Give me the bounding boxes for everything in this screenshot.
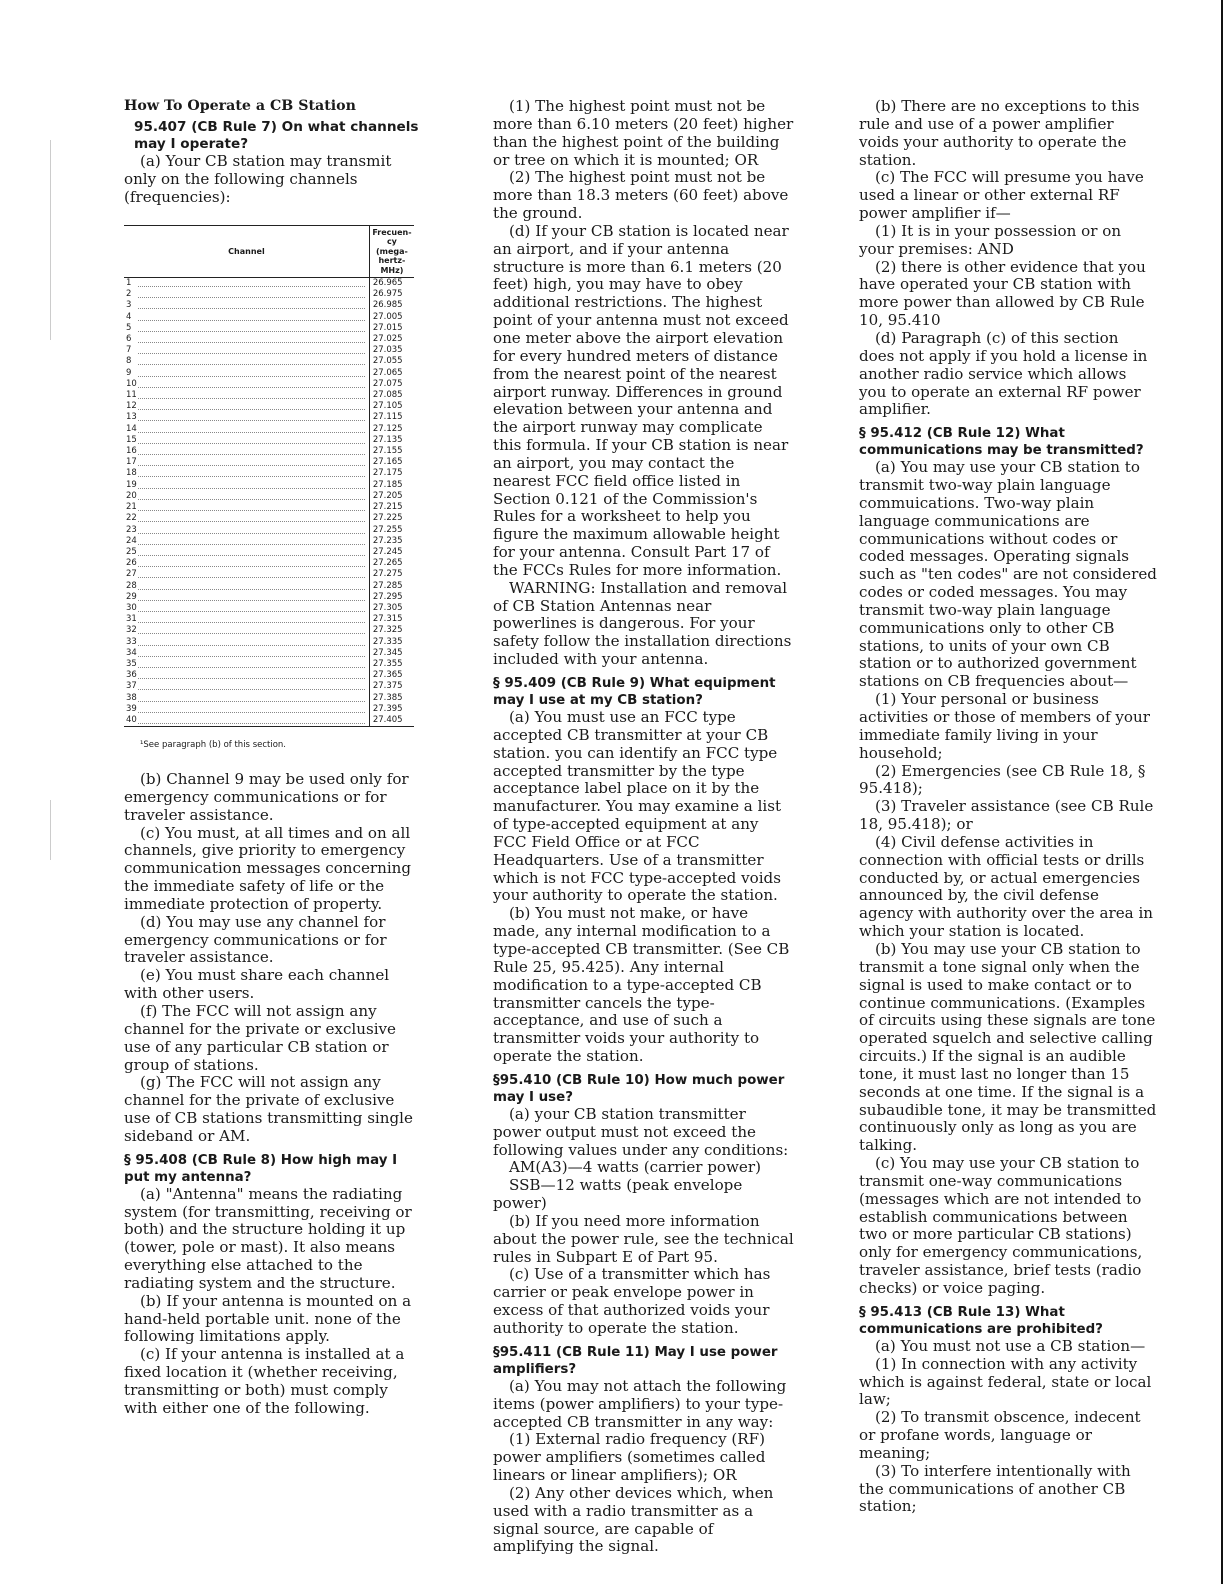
paragraph-group (493, 709, 795, 1066)
channel-number-text: 31 (126, 614, 137, 625)
channel-number-text: 6 (126, 334, 132, 345)
channel-number-text: 17 (126, 457, 137, 468)
table-row (124, 558, 414, 569)
channel-frequency: 27.265 (372, 558, 403, 569)
channel-number-text: 25 (126, 546, 137, 557)
channel-number-text: 3 (126, 300, 132, 311)
channel-frequency: 27.275 (372, 569, 403, 580)
channel-number-text: 23 (126, 524, 137, 535)
paragraph: (e) You must share each channel with other users. (124, 966, 390, 1003)
channel-frequency: 27.065 (372, 367, 403, 378)
paragraph: (a) You may use your CB station to transmit two-way plain language commuications. Two-way plain language communications are communications without codes or coded messages. Operating signals such as "ten codes" are not considered codes or coded messages. You may transmit two-way plain language communications only to other CB stations, to units of your own CB station or to authorized government stations on CB frequencies about— (859, 458, 1157, 691)
channel-number (124, 502, 369, 513)
channel-number-text: 39 (126, 703, 137, 714)
table-row (124, 625, 414, 636)
channel-number (124, 592, 369, 603)
table-row (124, 457, 414, 468)
scan-margin-mark (50, 140, 51, 340)
table-row (124, 681, 414, 692)
channel-frequency: 27.075 (372, 378, 403, 389)
channel-number-text: 7 (126, 345, 132, 356)
paragraph: (2) The highest point must not be more than 18.3 meters (60 feet) above the ground. (493, 168, 789, 223)
table-row (124, 536, 414, 547)
paragraph: (a) your CB station transmitter power output must not exceed the following values under any conditions: (493, 1104, 789, 1159)
paragraph: (f) The FCC will not assign any channel for the private or exclusive use of any particular CB station or group of stations. (124, 1001, 396, 1074)
channel-number-text: 1 (126, 278, 132, 289)
paragraph: AM(A3)—4 watts (carrier power) (509, 1158, 761, 1177)
channel-number (124, 390, 369, 401)
channel-number (124, 547, 369, 558)
paragraph: (2) To transmit obscence, indecent or profane words, language or meaning; (859, 1408, 1141, 1462)
channel-frequency: 27.385 (372, 692, 403, 703)
channel-number-text: 10 (126, 378, 137, 389)
channel-number (124, 424, 369, 435)
channel-frequency: 27.015 (372, 322, 403, 333)
leader-dots (138, 356, 365, 365)
channel-frequency: 27.025 (372, 334, 403, 345)
leader-dots (138, 693, 365, 702)
channel-number-text: 37 (126, 681, 137, 692)
leader-dots (138, 334, 365, 343)
channel-frequency: 27.105 (372, 401, 403, 412)
table-row (124, 289, 414, 300)
channel-number (124, 446, 369, 457)
channel-number (124, 581, 369, 592)
leader-dots (138, 536, 365, 545)
channel-number-text: 14 (126, 423, 137, 434)
paragraph-group (859, 1338, 1157, 1516)
channel-frequency: 27.345 (372, 647, 403, 658)
channel-number (124, 603, 369, 614)
paragraph: (c) You must, at all times and on all channels, give priority to emergency communication messages concerning the immediate safety of life or the immediate protection of property. (124, 823, 412, 913)
table-row (124, 278, 414, 290)
channel-frequency: 27.375 (372, 681, 403, 692)
channel-number-text: 13 (126, 412, 137, 423)
leader-dots (138, 480, 365, 489)
channel-frequency: 27.285 (372, 580, 403, 591)
channel-frequency: 27.225 (372, 513, 403, 524)
leader-dots (138, 659, 365, 668)
channel-number (124, 480, 369, 491)
leader-dots (138, 412, 365, 421)
leader-dots (138, 300, 365, 309)
section-heading-409: § 95.409 (CB Rule 9) What equipment may I use at my CB station? (493, 676, 776, 708)
channel-frequency: 26.975 (372, 289, 403, 300)
channel-number-text: 18 (126, 468, 137, 479)
paragraph: (b) Channel 9 may be used only for emergency communications or for traveler assistance. (124, 770, 409, 824)
channel-frequency: 27.085 (372, 390, 403, 401)
leader-dots (138, 637, 365, 646)
channel-frequency: 27.125 (372, 423, 403, 434)
leader-dots (138, 446, 365, 455)
table-row (124, 693, 414, 704)
paragraph-group (493, 98, 795, 669)
leader-dots (138, 401, 365, 410)
table-row (124, 502, 414, 513)
table-row (124, 648, 414, 659)
table-row (124, 468, 414, 479)
channel-number-text: 19 (126, 479, 137, 490)
leader-dots (138, 558, 365, 567)
table-row (124, 446, 414, 457)
leader-dots (138, 525, 365, 534)
table-footnote: ¹See paragraph (b) of this section. (140, 740, 287, 751)
channel-number-text: 28 (126, 580, 137, 591)
channel-frequency: 27.205 (372, 490, 403, 501)
section-heading-413: § 95.413 (CB Rule 13) What communications are prohibited? (859, 1304, 1103, 1337)
channel-frequency: 27.185 (372, 479, 403, 490)
channel-number-text: 40 (126, 714, 137, 725)
table-row (124, 390, 414, 401)
table-row (124, 513, 414, 524)
leader-dots (138, 345, 365, 354)
channel-number (124, 670, 369, 681)
table-row (124, 614, 414, 625)
channel-frequency: 27.295 (372, 591, 403, 602)
channel-number-text: 27 (126, 569, 137, 580)
channel-number (124, 569, 369, 580)
paragraph: (c) If your antenna is installed at a fixed location it (whether receiving, transmitting or both) must comply with either one of the following. (124, 1345, 405, 1417)
paragraph: WARNING: Installation and removal of CB Station Antennas near powerlines is dangerous. For your safety follow the installation directions included with your antenna. (493, 578, 792, 669)
table-row (124, 480, 414, 491)
column-header-channel: Channel (124, 225, 369, 278)
channel-frequency: 27.035 (372, 345, 403, 356)
table-row (124, 300, 414, 311)
leader-dots (138, 289, 365, 298)
leader-dots (138, 390, 365, 399)
paragraph-group (493, 1378, 795, 1556)
paragraph-group (124, 1186, 420, 1418)
channel-number-text: 12 (126, 401, 137, 412)
channel-number (124, 659, 369, 670)
channel-number (124, 401, 369, 412)
paragraph: (a) Your CB station may transmit only on the following channels (frequencies): (124, 152, 392, 206)
channel-number (124, 379, 369, 390)
channel-number-text: 32 (126, 625, 137, 636)
channel-frequency: 27.305 (372, 602, 403, 613)
channel-number (124, 558, 369, 569)
column-header-frequency: Frecuen-cy (mega-hertz-MHz) (369, 225, 414, 278)
leader-dots (138, 368, 365, 377)
leader-dots (138, 502, 365, 511)
channel-number-text: 33 (126, 636, 137, 647)
channel-number-text: 30 (126, 602, 137, 613)
leader-dots (138, 435, 365, 444)
channel-number-text: 36 (126, 670, 137, 681)
channel-number (124, 345, 369, 356)
paragraph: (3) Traveler assistance (see CB Rule 18, 95.418); or (859, 797, 1154, 834)
channel-number-text: 21 (126, 502, 137, 513)
leader-dots (138, 323, 365, 332)
paragraph: (a) You must not use a CB station— (875, 1336, 1146, 1355)
channel-frequency: 27.055 (372, 356, 403, 367)
table-row (124, 435, 414, 446)
table-row (124, 547, 414, 558)
channel-number-text: 9 (126, 367, 132, 378)
paragraph-group (124, 771, 420, 1146)
paragraph: (2) Emergencies (see CB Rule 18, § 95.418); (859, 761, 1146, 798)
page-title: How To Operate a CB Station (124, 98, 356, 114)
channel-number-text: 16 (126, 446, 137, 457)
leader-dots (138, 547, 365, 556)
channel-frequency: 27.115 (372, 412, 403, 423)
channel-frequency: 27.135 (372, 434, 403, 445)
channel-frequency: 27.395 (372, 703, 403, 714)
paragraph-group (493, 1106, 795, 1338)
leader-dots (138, 704, 365, 713)
table-row (124, 569, 414, 580)
channel-number (124, 715, 369, 727)
table-row (124, 424, 414, 435)
channel-number-text: 20 (126, 490, 137, 501)
leader-dots (138, 379, 365, 388)
paragraph: (d) You may use any channel for emergency communications or for traveler assistance. (124, 912, 387, 967)
paragraph: SSB—12 watts (peak envelope power) (493, 1176, 743, 1213)
leader-dots (138, 468, 365, 477)
table-row (124, 715, 414, 727)
leader-dots (138, 648, 365, 657)
leader-dots (138, 625, 365, 634)
paragraph: (1) It is in your possession or on your premises: AND (859, 221, 1122, 258)
table-row (124, 603, 414, 614)
channel-frequency: 27.165 (372, 457, 403, 468)
table-row (124, 525, 414, 536)
paragraph: (1) Your personal or business activities or those of members of your immediate family living in your household; (859, 690, 1150, 762)
channel-number (124, 334, 369, 345)
paragraph-group (859, 459, 1157, 1298)
paragraph: (b) You may use your CB station to transmit a tone signal only when the signal is used to make contact or to continue communications. (Examples of circuits using these signals are tone operated squelch and selective calling circuits.) If the signal is an audible tone, it must last no longer than 15 seconds at one time. If the signal is a subaudible tone, it may be transmitted continuously only as long as you are talking. (859, 939, 1157, 1155)
table-row (124, 581, 414, 592)
channel-number (124, 513, 369, 524)
channel-frequency: 27.405 (369, 715, 414, 727)
table-row (124, 670, 414, 681)
channel-number (124, 491, 369, 502)
leader-dots (138, 278, 365, 287)
section-heading-410: §95.410 (CB Rule 10) How much power may I use? (493, 1072, 785, 1105)
channel-number (124, 300, 369, 311)
table-row (124, 659, 414, 670)
channel-number (124, 648, 369, 659)
leader-dots (138, 592, 365, 601)
paragraph: (2) there is other evidence that you have operated your CB station with more power than allowed by CB Rule 10, 95.410 (859, 257, 1146, 330)
table-row (124, 412, 414, 423)
channel-frequency-table (124, 225, 414, 728)
scan-margin-mark (50, 800, 51, 860)
channel-number (124, 681, 369, 692)
paragraph: (g) The FCC will not assign any channel for the private of exclusive use of CB stations transmitting single sideband or AM. (124, 1073, 413, 1145)
channel-frequency: 27.175 (372, 468, 403, 479)
paragraph: (b) You must not make, or have made, any internal modification to a type-accepted CB transmitter. (See CB Rule 25, 95.425). Any internal modification to a type-accepted CB transmitter cancels the type-acceptance, and use of such a transmitter voids your authority to operate the station. (493, 904, 790, 1066)
paragraph: (d) If your CB station is located near an airport, and if your antenna structure is more than 6.1 meters (20 feet) high, you may have to obey additional restrictions. The highest point of your antenna must not exceed one meter above the airport elevation for every hundred meters of distance from the nearest point of the nearest airport runway. Differences in ground elevation between your antenna and the airport runway may complicate this formula. If your CB station is near an airport, you may contact the nearest FCC field office listed in Section 0.121 of the Commission's Rules for a worksheet to help you figure the maximum allowable height for your antenna. Consult Part 17 of the FCCs Rules for more information. (493, 221, 789, 579)
section-heading-412: § 95.412 (CB Rule 12) What communications may be transmitted? (859, 426, 1144, 459)
channel-number (124, 525, 369, 536)
table-row (124, 312, 414, 323)
channel-number (124, 356, 369, 367)
table-row (124, 334, 414, 345)
paragraph: (a) You must use an FCC type accepted CB transmitter at your CB station. you can identify an FCC type accepted transmitter by the type acceptance label place on it by the manufacturer. You may examine a list of type-accepted equipment at any FCC Field Office or at FCC Headquarters. Use of a transmitter which is not FCC type-accepted voids your authority to operate the station. (493, 708, 782, 905)
channel-frequency: 27.355 (372, 658, 403, 669)
leader-dots (138, 670, 365, 679)
table-row (124, 592, 414, 603)
channel-number (124, 614, 369, 625)
channel-number-text: 8 (126, 356, 132, 367)
table-row (124, 704, 414, 715)
channel-frequency: 27.005 (372, 311, 403, 322)
channel-number (124, 536, 369, 547)
paragraph-group (859, 98, 1157, 419)
channel-number-text: 2 (126, 289, 132, 300)
paragraph: (2) Any other devices which, when used with a radio transmitter as a signal source, are capable of amplifying the signal. (493, 1483, 774, 1556)
scan-edge-mark (1221, 0, 1223, 1584)
leader-dots (138, 569, 365, 578)
channel-number-text: 29 (126, 591, 137, 602)
column-3 (859, 98, 1157, 1516)
table-row (124, 323, 414, 334)
leader-dots (138, 312, 365, 321)
table-row (124, 637, 414, 648)
channel-number (124, 704, 369, 715)
paragraph: (a) "Antenna" means the radiating system (for transmitting, receiving or both) and the structure holding it up (tower, pole or mast). It also means everything else attached to the radiating system and the structure. (124, 1184, 412, 1292)
channel-number (124, 289, 369, 300)
channel-number-text: 26 (126, 558, 137, 569)
paragraph: (b) There are no exceptions to this rule and use of a power amplifier voids your authority to operate the station. (859, 97, 1140, 169)
channel-number (124, 278, 369, 290)
column-1 (124, 98, 420, 1418)
paragraph: (b) If your antenna is mounted on a hand-held portable unit. none of the following limitations apply. (124, 1291, 412, 1346)
section-heading-407: 95.407 (CB Rule 7) On what channels may I operate? (134, 119, 419, 152)
table-row (124, 345, 414, 356)
leader-dots (138, 424, 365, 433)
channel-frequency: 27.315 (372, 614, 403, 625)
channel-number-text: 5 (126, 322, 132, 333)
channel-frequency: 27.245 (372, 546, 403, 557)
paragraph: (1) In connection with any activity which is against federal, state or local law; (859, 1354, 1152, 1409)
paragraph: (b) If you need more information about the power rule, see the technical rules in Subpart E of Part 95. (493, 1211, 794, 1266)
channel-number (124, 468, 369, 479)
paragraph: (c) The FCC will presume you have used a linear or other external RF power amplifier if— (859, 168, 1144, 223)
paragraph: (1) External radio frequency (RF) power amplifiers (sometimes called linears or linear amplifiers); OR (493, 1430, 766, 1485)
channel-number (124, 625, 369, 636)
channel-number-text: 24 (126, 535, 137, 546)
paragraph: (c) You may use your CB station to transmit one-way communications (messages which are not intended to establish communications between two or more particular CB stations) only for emergency communications, traveler assistance, brief tests (radio checks) or voice paging. (859, 1154, 1143, 1297)
channel-number-text: 34 (126, 647, 137, 658)
channel-number-text: 15 (126, 434, 137, 445)
channel-frequency: 27.335 (372, 636, 403, 647)
paragraph: (c) Use of a transmitter which has carrier or peak envelope power in excess of that authorized voids your authority to operate the station. (493, 1265, 771, 1337)
channel-number (124, 412, 369, 423)
paragraph: (3) To interfere intentionally with the communications of another CB station; (859, 1461, 1131, 1516)
paragraph: (1) The highest point must not be more than 6.10 meters (20 feet) higher than the highest point of the building or tree on which it is mounted; OR (493, 97, 794, 169)
channel-number-text: 4 (126, 311, 132, 322)
table-row (124, 379, 414, 390)
section-heading-408: § 95.408 (CB Rule 8) How high may I put my antenna? (124, 1152, 398, 1185)
table-row (124, 356, 414, 367)
channel-number (124, 435, 369, 446)
paragraph: (4) Civil defense activities in connection with official tests or drills conducted by, or actual emergencies announced by, the civil defense agency with authority over the area in which your station is located. (859, 832, 1154, 941)
channel-frequency: 27.365 (372, 670, 403, 681)
leader-dots (138, 681, 365, 690)
paragraph: (d) Paragraph (c) of this section does not apply if you hold a license in another radio service which allows you to operate an external RF power amplifier. (859, 328, 1148, 419)
leader-dots (138, 457, 365, 466)
channel-number (124, 637, 369, 648)
table-row (124, 401, 414, 412)
leader-dots (138, 715, 365, 724)
section-heading-411: §95.411 (CB Rule 11) May I use power amplifiers? (493, 1344, 778, 1377)
channel-frequency: 26.985 (372, 300, 403, 311)
leader-dots (138, 603, 365, 612)
channel-frequency: 27.235 (372, 535, 403, 546)
channel-frequency: 26.965 (372, 278, 403, 289)
paragraph: (a) You may not attach the following items (power amplifiers) to your type-accepted CB transmitter in any way: (493, 1376, 787, 1431)
channel-number-text: 11 (126, 390, 137, 401)
channel-number-text: 38 (126, 692, 137, 703)
channel-number (124, 323, 369, 334)
table-row (124, 491, 414, 502)
leader-dots (138, 581, 365, 590)
channel-number (124, 457, 369, 468)
leader-dots (138, 614, 365, 623)
channel-number (124, 693, 369, 704)
channel-number-text: 22 (126, 513, 137, 524)
channel-number-text: 35 (126, 658, 137, 669)
leader-dots (138, 491, 365, 500)
channel-frequency: 27.255 (372, 524, 403, 535)
channel-frequency: 27.325 (372, 625, 403, 636)
table-row (124, 368, 414, 379)
column-2 (493, 98, 795, 1556)
channel-frequency: 27.215 (372, 502, 403, 513)
channel-number (124, 368, 369, 379)
leader-dots (138, 513, 365, 522)
channel-frequency: 27.155 (372, 446, 403, 457)
channel-number (124, 312, 369, 323)
